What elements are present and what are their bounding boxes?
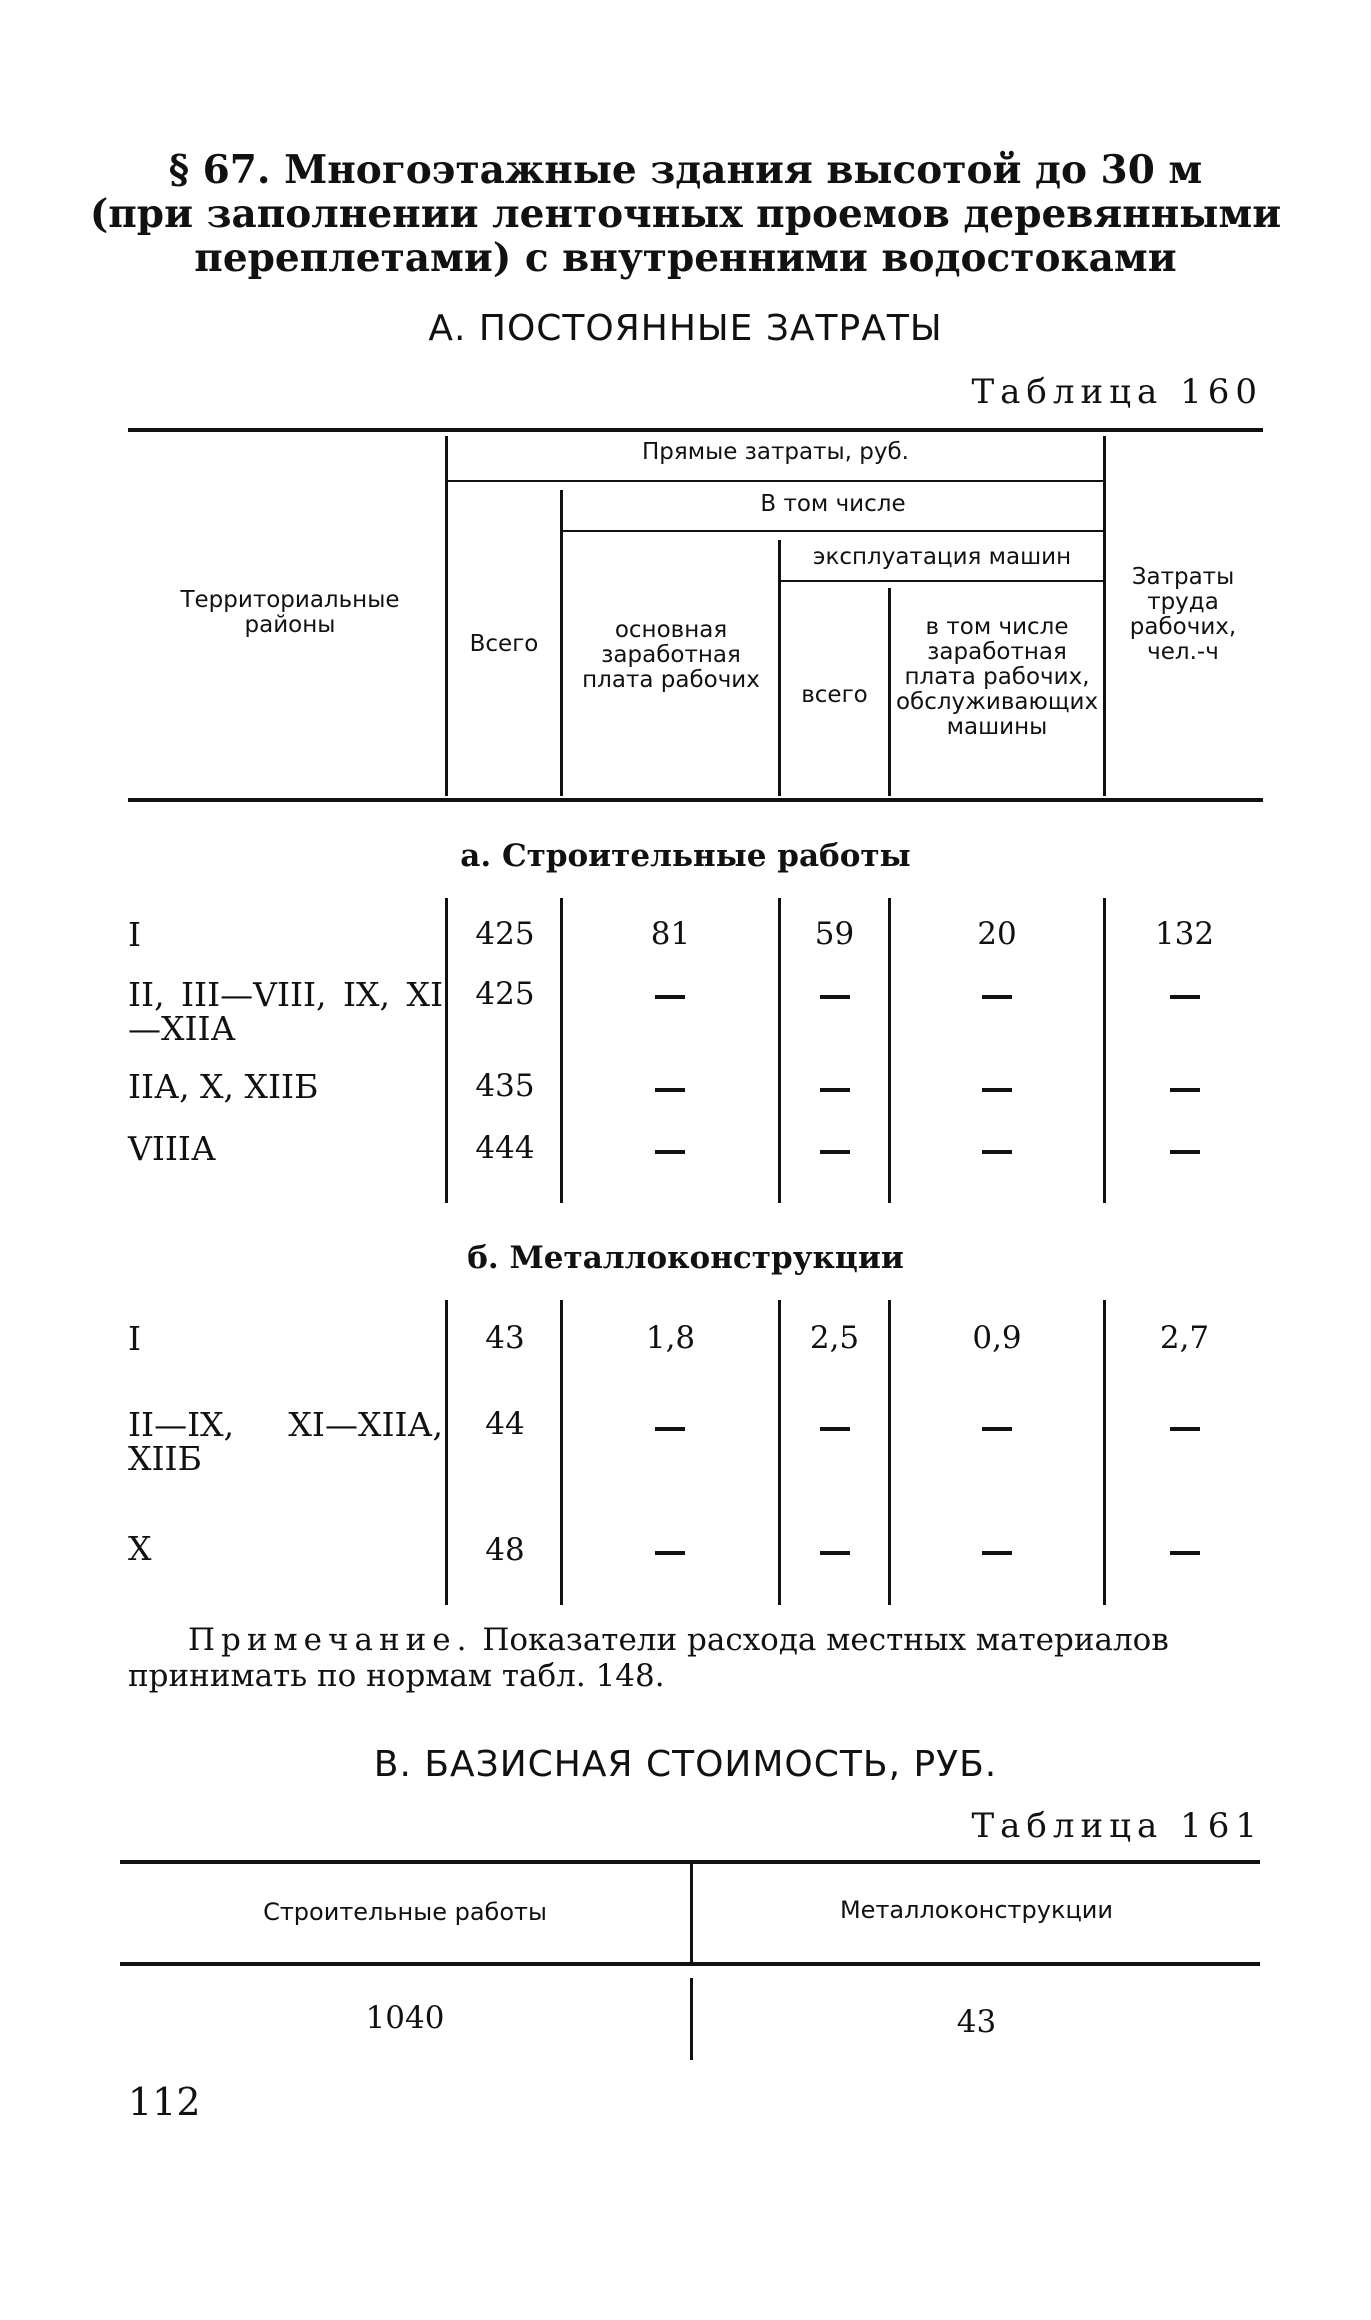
- cell-labor: 132: [1154, 916, 1215, 952]
- cell-dash: [982, 1551, 1012, 1555]
- header-bottom-rule: [120, 1962, 1260, 1966]
- cell-dash: [820, 1427, 850, 1431]
- header-including: В том числе: [760, 491, 906, 517]
- cell-total: 48: [485, 1532, 525, 1568]
- cell-dash: [1170, 995, 1200, 999]
- table-row-region: I: [128, 915, 142, 954]
- header-machine-wage: в том числе заработная плата рабочих, обслуживающих машины: [895, 614, 1099, 740]
- table-row-region: IIА, X, XIIБ: [128, 1067, 319, 1106]
- cell-total: 43: [485, 1320, 525, 1356]
- cell-labor: 2,7: [1159, 1320, 1210, 1356]
- cell-construction-value: 1040: [365, 2000, 445, 2036]
- section-a-title: а. Строительные работы: [460, 838, 911, 874]
- header-basic-wage: основная заработная плата рабочих: [582, 617, 760, 693]
- col-divider: [1103, 436, 1106, 796]
- col-divider: [445, 436, 448, 796]
- cell-dash: [982, 1150, 1012, 1154]
- cell-dash: [820, 1551, 850, 1555]
- cell-basic-wage: 1,8: [645, 1320, 696, 1356]
- table-row-region: II—IX, XI—XIIА, XIIБ: [128, 1405, 443, 1478]
- cell-dash: [655, 1150, 685, 1154]
- cell-machine-wage: 20: [977, 916, 1017, 952]
- cell-dash: [1170, 1150, 1200, 1154]
- header-rule: [448, 480, 1103, 482]
- cell-dash: [1170, 1427, 1200, 1431]
- table-161-label: Таблица 161: [971, 1806, 1263, 1846]
- header-total: Всего: [469, 631, 539, 657]
- page-number: 112: [128, 2080, 201, 2124]
- cell-total: 444: [475, 1130, 535, 1166]
- part-b-heading: В. БАЗИСНАЯ СТОИМОСТЬ, РУБ.: [373, 1744, 998, 1785]
- cell-dash: [982, 1427, 1012, 1431]
- cell-machine-total: 2,5: [809, 1320, 860, 1356]
- col-divider: [445, 898, 448, 1203]
- section-title-line-3: переплетами) с внутренними водостоками: [194, 235, 1177, 281]
- header-construction: Строительные работы: [263, 1898, 547, 1926]
- table-row-region: VIIIА: [128, 1129, 216, 1168]
- cell-dash: [655, 1427, 685, 1431]
- col-divider: [888, 588, 891, 796]
- cell-basic-wage: 81: [650, 916, 691, 952]
- col-divider: [445, 1300, 448, 1605]
- header-labor: Затраты труда рабочих, чел.-ч: [1129, 564, 1237, 665]
- cell-machine-wage: 0,9: [972, 1320, 1022, 1356]
- section-title-line-1: § 67. Многоэтажные здания высотой до 30 м: [168, 147, 1203, 193]
- table-row-region: II, III—VIII, IX, XI—XIIА: [128, 975, 443, 1048]
- table-top-rule: [128, 428, 1263, 432]
- header-machine-total: всего: [801, 682, 868, 708]
- cell-dash: [1170, 1088, 1200, 1092]
- cell-dash: [820, 995, 850, 999]
- cell-dash: [820, 1088, 850, 1092]
- table-note: [128, 1622, 1258, 1694]
- cell-dash: [655, 995, 685, 999]
- table-row-region: X: [128, 1529, 152, 1568]
- cell-total: 44: [485, 1406, 525, 1442]
- cell-dash: [655, 1551, 685, 1555]
- header-direct-costs: Прямые затраты, руб.: [641, 439, 909, 465]
- cell-dash: [1170, 1551, 1200, 1555]
- header-bottom-rule: [128, 798, 1263, 802]
- note-label: Примечание.: [188, 1622, 473, 1658]
- header-rule: [781, 580, 1103, 582]
- cell-machine-total: 59: [814, 916, 855, 952]
- header-rule: [563, 530, 1103, 532]
- note-text: Показатели расхода местных материалов принимать по нормам табл. 148.: [128, 1622, 1169, 1694]
- cell-total: 425: [475, 976, 535, 1012]
- cell-total: 425: [475, 916, 535, 952]
- cell-metal-value: 43: [956, 2004, 997, 2040]
- section-title-line-2: (при заполнении ленточных проемов деревянными: [89, 191, 1282, 237]
- header-metal: Металлоконструкции: [839, 1896, 1114, 1924]
- cell-dash: [820, 1150, 850, 1154]
- col-divider: [778, 540, 781, 796]
- cell-dash: [982, 995, 1012, 999]
- cell-dash: [655, 1088, 685, 1092]
- part-a-heading: А. ПОСТОЯННЫЕ ЗАТРАТЫ: [428, 308, 943, 349]
- header-machine-operation: эксплуатация машин: [812, 544, 1072, 570]
- cell-dash: [982, 1088, 1012, 1092]
- header-regions: Территориальные районы: [180, 587, 400, 638]
- table-row-region: I: [128, 1319, 142, 1358]
- table-160-label: Таблица 160: [971, 372, 1263, 412]
- col-divider: [560, 490, 563, 796]
- cell-total: 435: [475, 1068, 535, 1104]
- section-b-title: б. Металлоконструкции: [467, 1240, 904, 1276]
